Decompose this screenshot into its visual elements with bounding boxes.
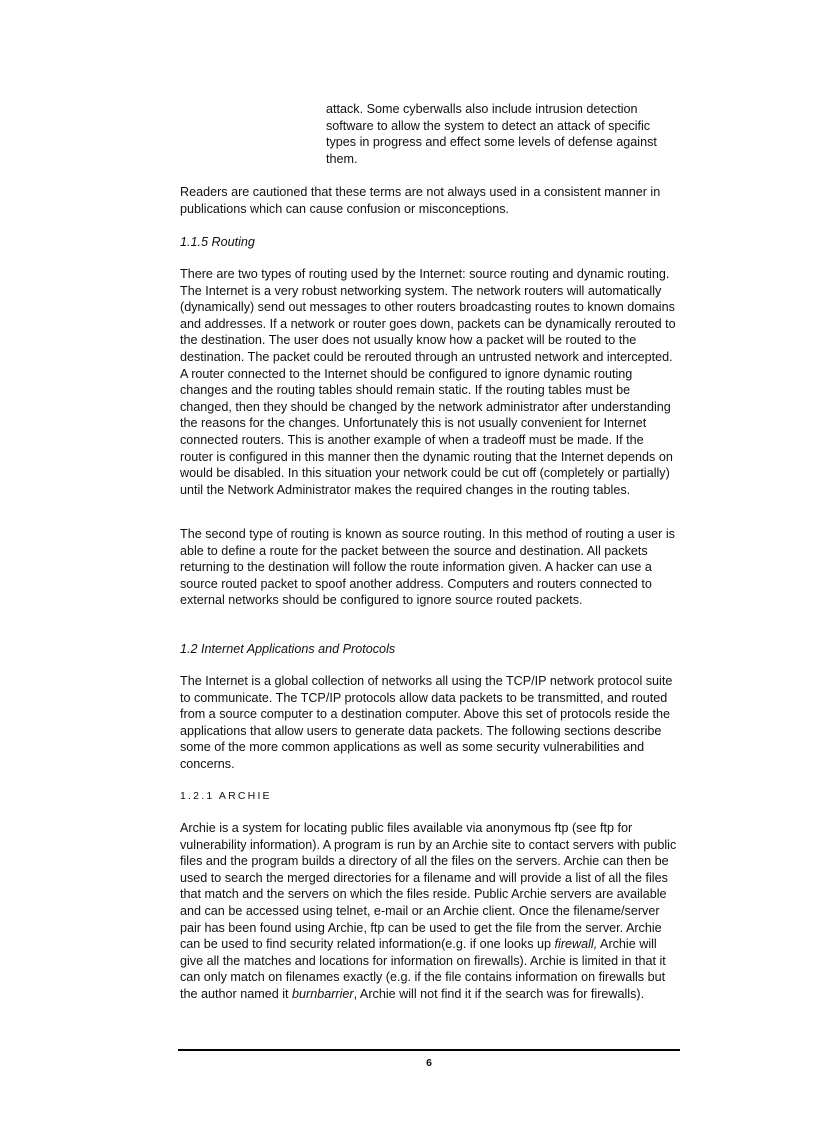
archie-text-part-1: Archie is a system for locating public files available via anonymous ftp (see ftp for vulnerability information). A program is run by an Archie site to contact servers with public files and the program builds a directory of all the files on the servers. Archie can then be used to search the merged directories for a filename and will provide a list of all the files that match and the servers on which the files reside. Public Archie servers are available and can be accessed using telnet, e-mail or an Archie client. Once the filename/server pair has been found using Archie, ftp can be used to get the file from the server. Archie can be used to find security related information(e.g. if one looks up: [180, 821, 677, 952]
archie-heading: 1.2.1 ARCHIE: [180, 790, 272, 802]
routing-heading: 1.1.5 Routing: [180, 235, 255, 249]
applications-paragraph: The Internet is a global collection of networks all using the TCP/IP network protocol suite to communicate. The TCP/IP protocols allow data packets to be transmitted, and routed from a source computer to a destination computer. Above this set of protocols reside the applications that allow users to generate data packets. The following sections describe some of the more common applications as well as some security vulnerabilities and concerns.: [180, 674, 673, 771]
archie-paragraph: [180, 820, 680, 1003]
applications-heading: 1.2 Internet Applications and Protocols: [180, 642, 396, 656]
caution-paragraph: Readers are cautioned that these terms are not always used in a consistent manner in publications which can cause confusion or misconceptions.: [180, 185, 661, 216]
indented-paragraph: attack. Some cyberwalls also include intrusion detection software to allow the system to detect an attack of specific types in progress and effect some levels of defense against them.: [326, 102, 657, 166]
archie-text-part-3: , Archie will not find it if the search was for firewalls).: [353, 986, 645, 1001]
page-number: 6: [426, 1057, 432, 1069]
routing-paragraph-2: The second type of routing is known as source routing. In this method of routing a user is able to define a route for the packet between the source and destination. All packets returning to the destination will follow the route information given. A hacker can use a source routed packet to spoof another address. Computers and routers connected to external networks should be configured to ignore source routed packets.: [180, 527, 675, 608]
archie-text-part-2: Archie will give all the matches and locations for information on firewalls). Archie is limited in that it can only match on filenames exactly (e.g. if the file contains information on firewalls but the author named it: [180, 937, 666, 1001]
routing-paragraph-1: There are two types of routing used by the Internet: source routing and dynamic routing. The Internet is a very robust networking system. The network routers will automatically (dynamically) send out messages to other routers broadcasting routes to known domains and addresses. If a network or router goes down, packets can be dynamically rerouted to the destination. The user does not usually know how a packet will be routed to the destination. The packet could be rerouted through an untrusted network and intercepted. A router connected to the Internet should be configured to ignore dynamic routing changes and the routing tables should remain static. If the routing tables must be changed, then they should be changed by the network administrator after understanding the reasons for the changes. Unfortunately this is not usually convenient for Internet connected routers. This is another example of when a tradeoff must be made. If the router is configured in this manner then the dynamic routing that the Internet depends on would be disabled. In this situation your network could be cut off (completely or partially) until the Network Administrator makes the required changes in the routing tables.: [180, 267, 676, 497]
term-burnbarrier: burnbarrier: [292, 986, 354, 1001]
term-firewall: firewall,: [554, 937, 598, 952]
footer-divider: [178, 1049, 680, 1051]
